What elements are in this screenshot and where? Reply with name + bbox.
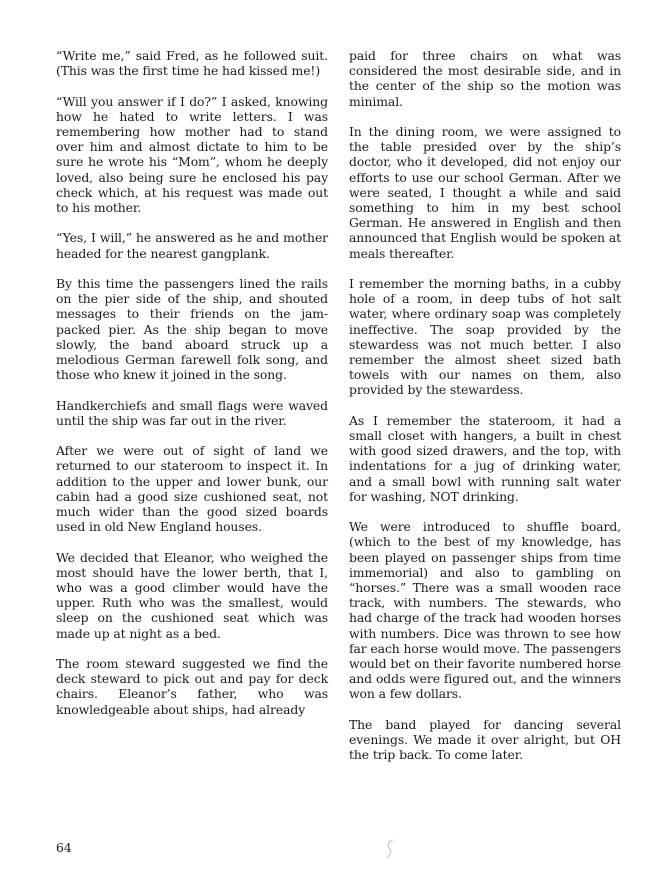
paragraph: “Will you answer if I do?” I asked, knowing how he hated to write letters. I was remembering how mother had to stand over him and almost dictate to him to be sure he wrote his “Mom”, whom he deeply loved, also being sure he enclosed his pay check which, at his request was made out to his mother. — [56, 93, 328, 216]
paragraph: By this time the passengers lined the rails on the pier side of the ship, and shouted messages to their friends on the jam-packed pier. As the ship began to move slowly, the band aboard struck up a melodious German farewell folk song, and those who knew it joined in the song. — [56, 276, 328, 383]
paragraph: We decided that Eleanor, who weighed the most should have the lower berth, that I, who was a good climber would have the upper. Ruth who was the smallest, would sleep on the cushioned seat which was made up at night as a bed. — [56, 549, 328, 641]
paragraph: As I remember the stateroom, it had a small closet with hangers, a built in chest with good sized drawers, and the top, with indentations for a jug of drinking water, and a small bowl with running salt water for washing, NOT drinking. — [349, 412, 621, 504]
paragraph: The room steward suggested we find the deck steward to pick out and pay for deck chairs. Eleanor’s father, who was knowledgeable about ships, had already — [56, 656, 328, 717]
paragraph: “Write me,” said Fred, as he followed suit. (This was the first time he had kissed me!) — [56, 48, 328, 79]
page-number: 64 — [56, 840, 72, 855]
paragraph: After we were out of sight of land we returned to our stateroom to inspect it. In addition to the upper and lower bunk, our cabin had a good size cushioned seat, not much wider than the good sized boards used in old New England houses. — [56, 443, 328, 535]
pencil-mark-icon — [384, 838, 398, 860]
paragraph: paid for three chairs on what was considered the most desirable side, and in the center of the ship so the motion was minimal. — [349, 48, 621, 109]
left-column — [56, 48, 328, 732]
right-column — [349, 48, 621, 778]
paragraph: Handkerchiefs and small flags were waved until the ship was far out in the river. — [56, 397, 328, 428]
paragraph: I remember the morning baths, in a cubby hole of a room, in deep tubs of hot salt water, where ordinary soap was completely ineffective. The soap provided by the stewardess was not much better. I also remember the almost sheet sized bath towels with our names on them, also provided by the stewardess. — [349, 276, 621, 398]
paragraph: In the dining room, we were assigned to the table presided over by the ship’s doctor, who it developed, did not enjoy our efforts to use our school German. After we were seated, I thought a while and said something to him in my best school German. He answered in English and then announced that English would be spoken at meals thereafter. — [349, 124, 621, 261]
paragraph: The band played for dancing several evenings. We made it over alright, but OH the trip back. To come later. — [349, 716, 621, 763]
paragraph: We were introduced to shuffle board, (which to the best of my knowledge, has been played on passenger ships from time immemorial) and also to gambling on “horses.” There was a small wooden race track, with numbers. The stewards, who had charge of the track had wooden horses with numbers. Dice was thrown to see how far each horse would move. The passengers would bet on their favorite numbered horse and odds were figured out, and the winners won a few dollars. — [349, 519, 622, 702]
paragraph: “Yes, I will,” he answered as he and mother headed for the nearest gangplank. — [56, 230, 328, 261]
